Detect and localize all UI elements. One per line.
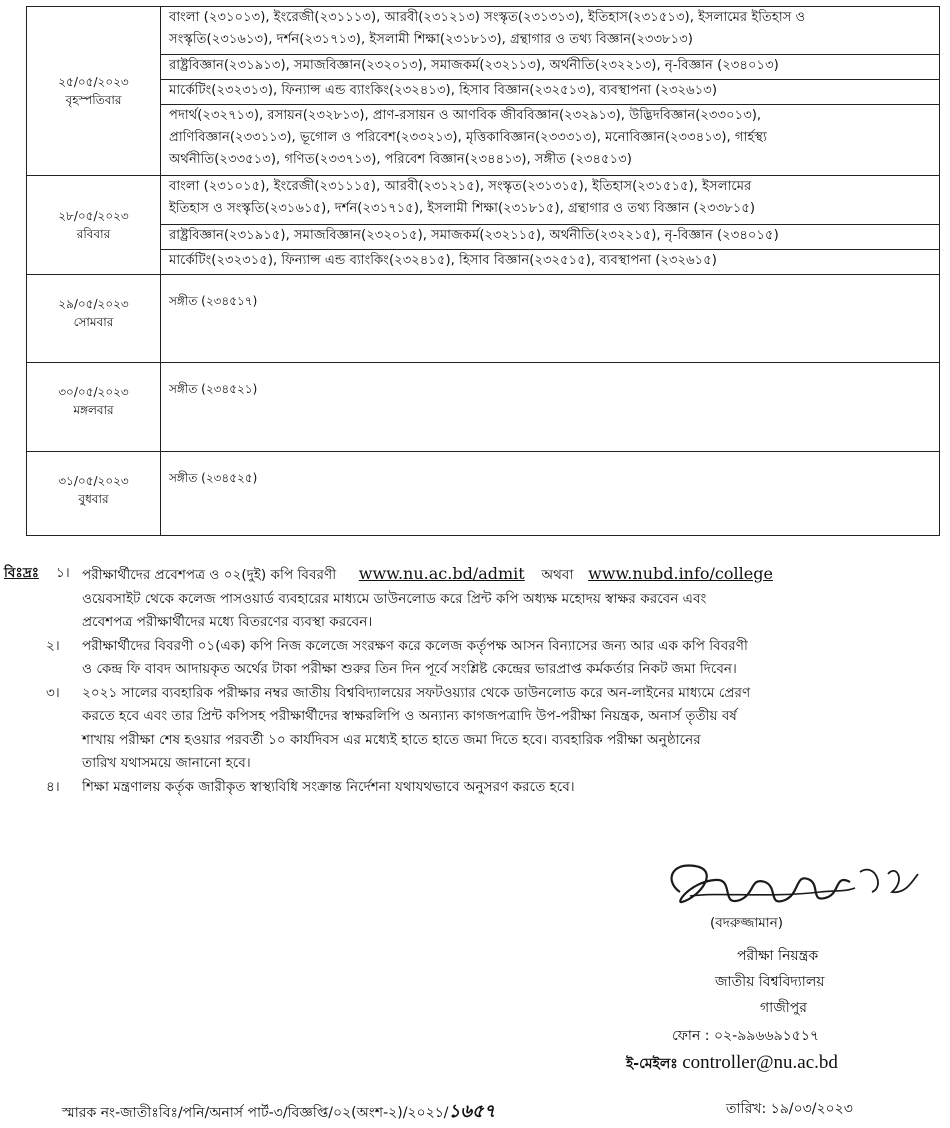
subject-line: রাষ্ট্রবিজ্ঞান(২৩১৯১৩), সমাজবিজ্ঞান(২৩২০১৩), সমাজকর্ম(২৩২১১৩), অর্থনীতি(২৩২২১৩), নৃ-বিজ্ঞান (২৩৪০১৩) [169,58,779,74]
subject-group [161,80,940,105]
note-item [4,635,940,682]
admit-url-link[interactable]: www.nu.ac.bd/admit [358,564,525,583]
date-label: তারিখ: [726,1101,767,1117]
note-line: ও কেন্দ্র ফি বাবদ আদায়কৃত অর্থের টাকা পরীক্ষা শুরুর তিন দিন পূর্বে সংশ্লিষ্ট কেন্দ্রের ভারপ্রাপ্ত কর্মকর্তার নিকট জমা দিবেন। [82,661,737,677]
note-line: ওয়েবসাইট থেকে কলেজ পাসওয়ার্ড ব্যবহারের মাধ্যমে ডাউনলোড করে প্রিন্ট কপি অধ্যক্ষ মহোদয় স্বাক্ষর করবেন এবং [82,590,707,607]
date-line [726,1097,853,1121]
note-line [82,562,940,588]
exam-date: ৩১/০৫/২০২৩ [58,474,129,489]
exam-date: ৩০/০৫/২০২৩ [58,385,129,400]
subject-group [161,249,940,274]
subject-line: রাষ্ট্রবিজ্ঞান(২৩১৯১৫), সমাজবিজ্ঞান(২৩২০১৫), সমাজকর্ম(২৩২১১৫), অর্থনীতি(২৩২২১৫), নৃ-বিজ্ঞান (২৩৪০১৫) [169,227,779,243]
subject-line: সংস্কৃতি(২৩১৬১৩), দর্শন(২৩১৭১৩), ইসলামী শিক্ষা(২৩১৮১৩), গ্রন্থাগার ও তথ্য বিজ্ঞান(২৩৩৮১৩) [169,32,693,47]
exam-date: ২৫/০৫/২০২৩ [58,74,129,89]
subject-group [161,175,940,224]
issue-date: ১৯/০৩/২০২৩ [770,1101,853,1117]
notes-heading: বিঃদ্রঃ [4,565,39,581]
subject-line: প্রাণিবিজ্ঞান(২৩৩১১৩), ভূগোল ও পরিবেশ(২৩৩২১৩), মৃত্তিকাবিজ্ঞান(২৩৩৩১৩), মনোবিজ্ঞান(২৩৩৪১৩), গার্হস্থ্য [169,130,767,146]
date-cell [27,363,161,452]
note-number: ২। [46,637,60,654]
exam-day: বুধবার [78,492,109,507]
subject-group [161,7,940,55]
subject-group [161,105,940,175]
note-line: শিক্ষা মন্ত্রণালয় কর্তৃক জারীকৃত স্বাস্থ্যবিধি সংক্রান্ত নির্দেশনা যথাযথভাবে অনুসরণ করতে হবে। [82,778,575,795]
subject-line: সঙ্গীত (২৩৪৫১৭) [169,294,258,309]
note-text: পরীক্ষার্থীদের প্রবেশপত্র ও ০২(দুই) কপি বিবরণী [82,567,337,583]
phone-number: ০২-৯৯৬৬৯১৫১৭ [713,1028,820,1044]
subject-line: সঙ্গীত (২৩৪৫২১) [169,382,258,397]
subject-line: ইতিহাস ও সংস্কৃতি(২৩১৬১৫), দর্শন(২৩১৭১৫), ইসলামী শিক্ষা(২৩১৮১৫), গ্রন্থাগার ও তথ্য বিজ্ঞান (২৩৩৮১৫) [169,200,756,216]
note-line: ২০২১ সালের ব্যবহারিক পরীক্ষার নম্বর জাতীয় বিশ্ববিদ্যালয়ের সফটওয়্যার থেকে ডাউনলোড করে অন-লাইনের মাধ্যমে প্রেরণ [82,684,751,701]
signatory-title: পরীক্ষা নিয়ন্ত্রক [737,948,819,964]
exam-day: বৃহস্পতিবার [65,92,122,107]
note-item [4,682,940,776]
note-item [4,776,940,800]
phone-label: ফোন : [672,1028,710,1044]
date-cell [27,175,161,274]
memo-number: ১৬৫৭ [448,1101,496,1122]
note-line: করতে হবে এবং তার প্রিন্ট কপিসহ পরীক্ষার্থীদের স্বাক্ষরলিপি ও অন্যান্য কাগজপত্রাদি উপ-পরীক্ষা নিয়ন্ত্রক, অনার্স তৃতীয় বর্ষ [82,708,737,724]
subject-line: বাংলা (২৩১০১৫), ইংরেজী(২৩১১১৫), আরবী(২৩১২১৫), সংস্কৃত(২৩১৩১৫), ইতিহাস(২৩১৫১৫), ইসলামের [169,178,752,194]
subject-line: পদার্থ(২৩২৭১৩), রসায়ন(২৩২৮১৩), প্রাণ-রসায়ন ও আণবিক জীববিজ্ঞান(২৩২৯১৩), উদ্ভিদবিজ্ঞান(২৩৩০১৩), [169,108,762,124]
email-line [626,1052,838,1076]
note-line: পরীক্ষার্থীদের বিবরণী ০১(এক) কপি নিজ কলেজে সংরক্ষণ করে কলেজ কর্তৃপক্ষ আসন বিন্যাসের জন্য আর এক কপি বিবরণী [82,637,748,654]
exam-date: ২৮/০৫/২০২৩ [58,208,129,223]
notes-section [4,562,940,799]
subject-group [161,363,940,452]
phone-line [672,1024,819,1048]
email-address[interactable]: controller@nu.ac.bd [682,1052,838,1073]
college-url-link[interactable]: www.nubd.info/college [588,564,773,583]
subject-line: বাংলা (২৩১০১৩), ইংরেজী(২৩১১১৩), আরবী(২৩১২১৩) সংস্কৃত(২৩১৩১৩), ইতিহাস(২৩১৫১৩), ইসলামের ইতিহাস ও [169,10,806,25]
exam-date: ২৯/০৫/২০২৩ [58,297,129,312]
signatory-place: গাজীপুর [760,1000,807,1016]
memo-line [62,1097,495,1128]
signatory-name: (বদরুজ্জামান) [710,915,784,931]
note-number: ১। [56,565,70,581]
note-line: প্রবেশপত্র পরীক্ষার্থীদের মধ্যে বিতরণের ব্যবস্থা করবেন। [82,614,373,630]
note-number: ৩। [46,684,60,701]
date-cell [27,275,161,363]
subject-line: সঙ্গীত (২৩৪৫২৫) [169,471,258,486]
subject-line: মার্কেটিং(২৩২৩১৫), ফিন্যান্স এন্ড ব্যাংকিং(২৩২৪১৫), হিসাব বিজ্ঞান(২৩২৫১৫), ব্যবস্থাপনা (২৩২৬১৫) [169,252,717,268]
exam-day: মঙ্গলবার [73,403,114,418]
subject-line: মার্কেটিং(২৩২৩১৩), ফিন্যান্স এন্ড ব্যাংকিং(২৩২৪১৩), হিসাব বিজ্ঞান(২৩২৫১৩), ব্যবস্থাপনা (২৩২৬১৩) [169,83,717,99]
subject-group [161,224,940,249]
memo-prefix: স্মারক নং-জাতীঃবিঃ/পনি/অনার্স পার্ট-৩/বিজ্ঞপ্তি/০২(অংশ-২)/২০২১/ [62,1105,449,1121]
note-item [4,562,940,635]
or-text: অথবা [541,567,574,583]
signatory-org: জাতীয় বিশ্ববিদ্যালয় [715,974,825,990]
note-line: তারিখ যথাসময়ে জানানো হবে। [82,755,251,771]
subject-line: অর্থনীতি(২৩৩৫১৩), গণিত(২৩৩৭১৩), পরিবেশ বিজ্ঞান(২৩৪৪১৩), সঙ্গীত (২৩৪৫১৩) [169,152,632,168]
signature-scribble [660,852,930,922]
note-line: শাখায় পরীক্ষা শেষ হওয়ার পরবর্তী ১০ কার্যদিবস এর মধ্যেই হাতে হাতে জমা দিতে হবে। ব্যবহারিক পরীক্ষা অনুষ্ঠানের [82,731,701,748]
exam-schedule-table [26,6,940,536]
date-cell [27,452,161,536]
subject-group [161,55,940,80]
subject-group [161,452,940,536]
email-label: ই-মেইলঃ [626,1056,678,1072]
exam-day: রবিবার [76,226,111,241]
exam-day: সোমবার [73,315,114,330]
date-cell [27,7,161,176]
note-number: ৪। [46,778,60,795]
subject-group [161,275,940,363]
